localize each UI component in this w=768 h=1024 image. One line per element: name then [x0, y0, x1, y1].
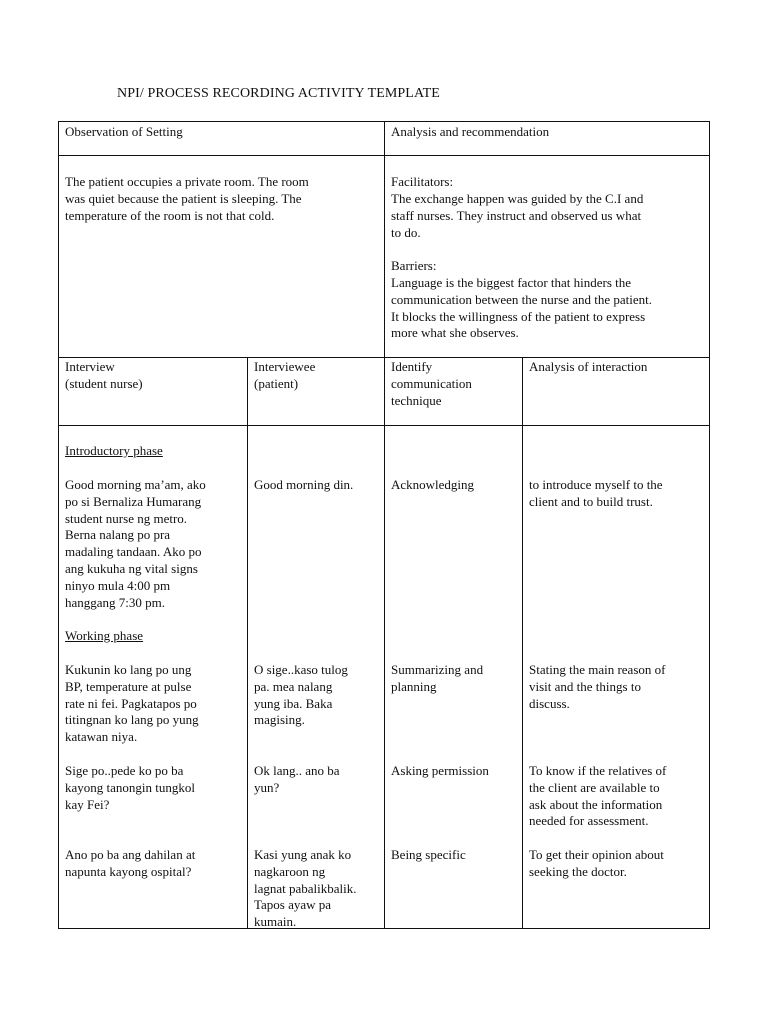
observation-heading: Observation of Setting — [65, 124, 183, 139]
row-4-technique: Being specific — [391, 847, 466, 862]
phase-introductory: Introductory phase — [65, 443, 163, 458]
barriers-label: Barriers: — [391, 258, 437, 273]
divider-interview-interviewee — [247, 357, 248, 928]
row-4-interview: Ano po ba ang dahilan at napunta kayong ospital? — [65, 847, 196, 879]
row-1-interviewee: Good morning din. — [254, 477, 354, 492]
analysis-heading: Analysis and recommendation — [391, 124, 550, 139]
row-3-interview: Sige po..pede ko po ba kayong tanongin tungkol kay Fei? — [65, 763, 195, 812]
row-2-interviewee: O sige..kaso tulog pa. mea nalang yung iba. Baka magising. — [254, 662, 348, 728]
column-header-analysis: Analysis of interaction — [529, 359, 648, 374]
row-1-technique: Acknowledging — [391, 477, 475, 492]
row-1-interview: Good morning ma’am, ako po si Bernaliza Humarang student nurse ng metro. Berna nalang po pra madaling tandaan. Ako po ang kukuha ng vital signs ninyo mula 4:00 pm hanggang 7:30 pm. — [65, 477, 206, 610]
row-4-analysis: To get their opinion about seeking the doctor. — [529, 847, 664, 879]
column-header-interviewee: Interviewee (patient) — [254, 359, 316, 391]
row-1-analysis: to introduce myself to the client and to build trust. — [529, 477, 663, 509]
row-3-technique: Asking permission — [391, 763, 489, 778]
barriers-text: Language is the biggest factor that hinders the communication between the nurse and the patient. It blocks the willingness of the patient to express more what she observes. — [391, 275, 652, 341]
divider-interviewee-technique — [384, 357, 385, 928]
observation-text: The patient occupies a private room. The room was quiet because the patient is sleeping. The temperature of the room is not that cold. — [65, 174, 309, 223]
row-2-interview: Kukunin ko lang po ung BP, temperature at pulse rate ni fei. Pagkatapos po titingnan ko lang po yung katawan niya. — [65, 662, 199, 745]
phase-working: Working phase — [65, 628, 144, 643]
column-header-interview: Interview (student nurse) — [65, 359, 143, 391]
row-2-analysis: Stating the main reason of visit and the things to discuss. — [529, 662, 666, 711]
row-4-interviewee: Kasi yung anak ko nagkaroon ng lagnat pabalikbalik. Tapos ayaw pa kumain. — [254, 847, 357, 930]
page-title: NPI/ PROCESS RECORDING ACTIVITY TEMPLATE — [117, 86, 440, 101]
divider-observation-analysis — [384, 122, 385, 357]
divider-technique-analysis — [522, 357, 523, 928]
row-3-interviewee: Ok lang.. ano ba yun? — [254, 763, 340, 795]
facilitators-label: Facilitators: — [391, 174, 454, 189]
process-recording-table — [58, 121, 710, 929]
facilitators-text: The exchange happen was guided by the C.I and staff nurses. They instruct and observed us what to do. — [391, 191, 644, 240]
column-header-technique: Identify communication technique — [391, 359, 472, 408]
row-2-technique: Summarizing and planning — [391, 662, 484, 694]
row-3-analysis: To know if the relatives of the client are available to ask about the information needed for assessment. — [529, 763, 667, 829]
